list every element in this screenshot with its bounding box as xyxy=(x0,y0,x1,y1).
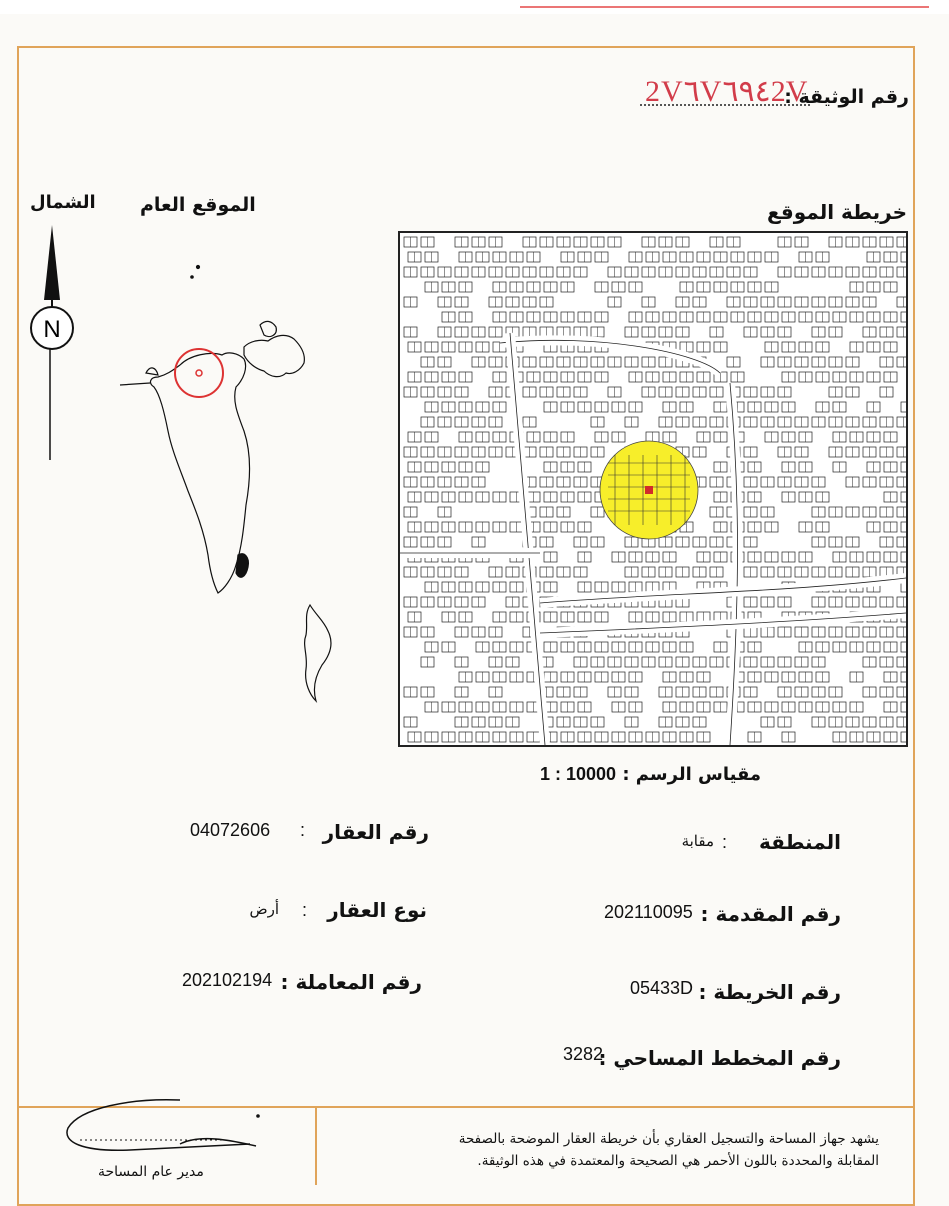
application-number-label: رقم المقدمة : xyxy=(700,902,841,926)
map-number-value: 05433D xyxy=(630,978,694,998)
top-edge xyxy=(0,0,949,14)
north-letter: N xyxy=(43,316,61,343)
scale-label: مقياس الرسم : xyxy=(622,764,762,785)
site-map-drawing xyxy=(400,233,906,745)
signatory-title: مدير عام المساحة xyxy=(98,1164,204,1180)
survey-plan-number-label: رقم المخطط المساحي : xyxy=(598,1046,841,1070)
property-number-colon: : xyxy=(300,820,306,840)
section-divider xyxy=(315,1106,317,1185)
property-type-label: نوع العقار xyxy=(327,898,427,922)
transaction-number-label: رقم المعاملة : xyxy=(280,970,422,994)
property-number-label: رقم العقار xyxy=(322,820,429,844)
doc-number-label: رقم الوثيقة : xyxy=(784,86,909,108)
north-label: الشمال xyxy=(30,192,96,213)
property-type-value: أرض xyxy=(249,901,279,918)
property-number-value: 04072606 xyxy=(190,820,271,840)
signature-stroke xyxy=(60,1094,280,1166)
transaction-number-value: 202102194 xyxy=(182,970,273,990)
certification-line-1: يشهد جهاز المساحة والتسجيل العقاري بأن خريطة العقار الموضحة بالصفحة xyxy=(458,1131,879,1147)
bahrain-outline-map xyxy=(110,255,370,725)
region-value: مقابة xyxy=(681,833,714,850)
region-colon: : xyxy=(722,832,728,852)
certification-text xyxy=(359,1128,879,1172)
doc-number-value: 2V٦V٦٩٤2V xyxy=(645,75,809,108)
map-number-label: رقم الخريطة : xyxy=(698,980,841,1004)
region-label: المنطقة xyxy=(759,830,841,854)
scale-field xyxy=(540,764,761,785)
general-location-label: الموقع العام xyxy=(140,194,256,216)
application-number-value: 202110095 xyxy=(604,902,693,922)
site-map-label: خريطة الموقع xyxy=(766,200,907,224)
property-type-colon: : xyxy=(302,900,308,920)
site-map xyxy=(398,231,908,747)
scale-value: 1 : 10000 xyxy=(540,764,617,784)
certification-line-2: المقابلة والمحددة باللون الأحمر هي الصحيحة والمعتمدة في هذه الوثيقة. xyxy=(477,1153,879,1169)
doc-number-dots xyxy=(640,104,810,106)
north-arrow-icon xyxy=(22,215,82,465)
survey-plan-number-value: 3282 xyxy=(563,1044,604,1064)
